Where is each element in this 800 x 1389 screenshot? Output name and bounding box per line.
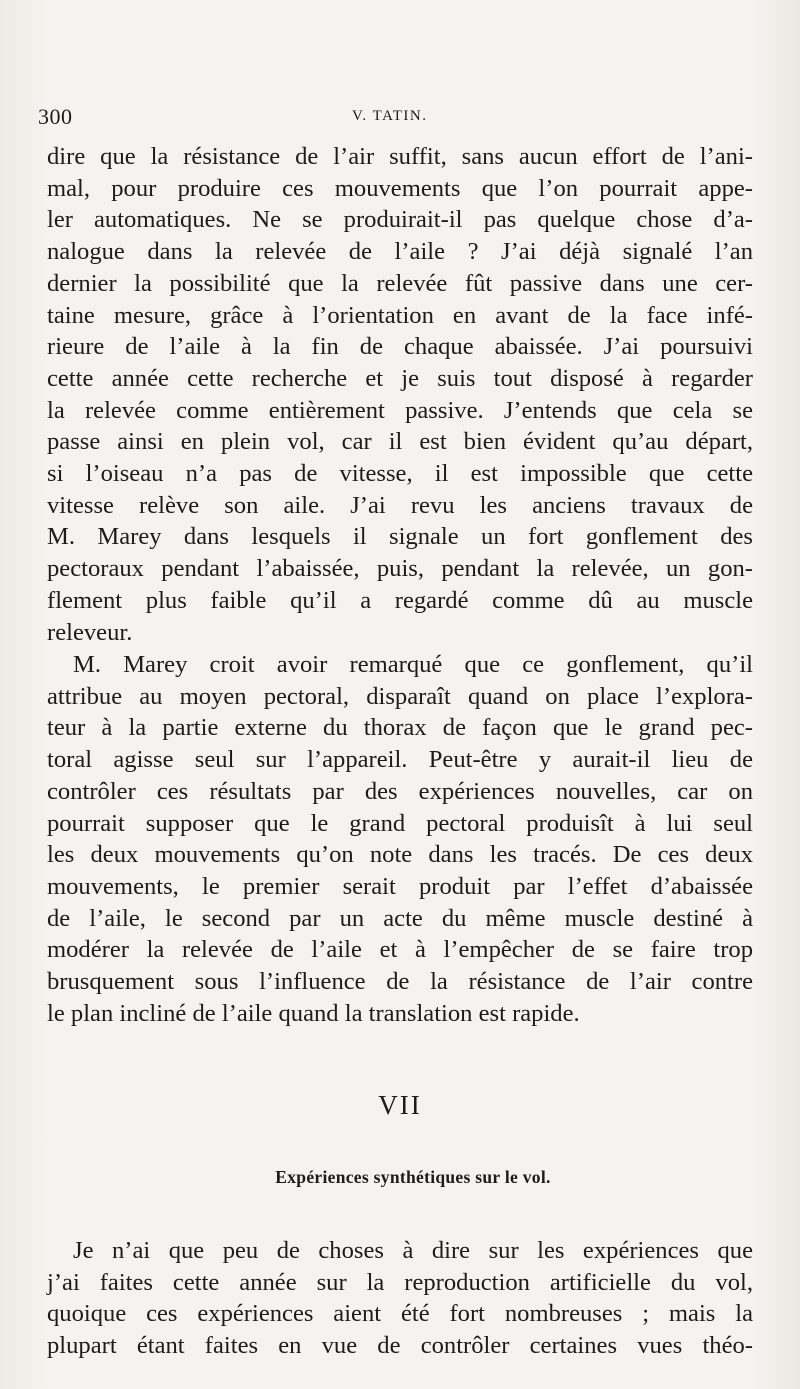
text-line: Je n’ai que peu de choses à dire sur les expériences que bbox=[73, 1237, 753, 1264]
text-line: ler automatiques. Ne se produirait-il pas quelque chose d’a- bbox=[47, 206, 753, 234]
text-line: le plan incliné de l’aile quand la translation est rapide. bbox=[47, 999, 580, 1027]
text-line: nalogue dans la relevée de l’aile ? J’ai déjà signalé l’an bbox=[47, 238, 753, 266]
text-line: de l’aile, le second par un acte du même muscle destiné à bbox=[47, 904, 753, 932]
text-line: dire que la résistance de l’air suffit, sans aucun effort de l’ani- bbox=[47, 143, 753, 170]
section-number: VII bbox=[378, 1090, 422, 1120]
text-line: modérer la relevée de l’aile et à l’empêcher de se faire trop bbox=[47, 936, 753, 964]
text-line: j’ai faites cette année sur la reproduction artificielle du vol, bbox=[47, 1268, 753, 1296]
text-line: brusquement sous l’influence de la résistance de l’air contre bbox=[47, 968, 753, 996]
text-line: mal, pour produire ces mouvements que l’on pourrait appe- bbox=[47, 174, 753, 202]
text-line: attribue au moyen pectoral, disparaît quand on place l’explora- bbox=[47, 682, 753, 710]
text-line: flement plus faible qu’il a regardé comme dû au muscle bbox=[47, 586, 753, 614]
text-line: teur à la partie externe du thorax de façon que le grand pec- bbox=[47, 714, 753, 742]
page-header bbox=[36, 104, 756, 134]
text-line: dernier la possibilité que la relevée fût passive dans une cer- bbox=[47, 269, 753, 297]
text-line: pourrait supposer que le grand pectoral produisît à lui seul bbox=[47, 809, 753, 837]
text-line: les deux mouvements qu’on note dans les tracés. De ces deux bbox=[47, 841, 753, 869]
text-line: M. Marey dans lesquels il signale un fort gonflement des bbox=[47, 523, 753, 551]
text-line: M. Marey croit avoir remarqué que ce gonflement, qu’il bbox=[73, 651, 753, 678]
text-line: plupart étant faites en vue de contrôler certaines vues théo- bbox=[47, 1332, 753, 1360]
text-line: contrôler ces résultats par des expériences nouvelles, car on bbox=[47, 777, 753, 805]
paragraph-2 bbox=[47, 649, 753, 1029]
text-line: quoique ces expériences aient été fort nombreuses ; mais la bbox=[47, 1300, 753, 1328]
text-line: si l’oiseau n’a pas de vitesse, il est impossible que cette bbox=[47, 460, 753, 488]
paragraph-3 bbox=[47, 1235, 753, 1362]
page-number: 300 bbox=[38, 104, 73, 129]
text-line: pectoraux pendant l’abaissée, puis, pendant la relevée, un gon- bbox=[47, 555, 753, 583]
text-line: cette année cette recherche et je suis tout disposé à regarder bbox=[47, 364, 753, 392]
text-line: releveur. bbox=[47, 618, 133, 646]
text-line: la relevée comme entièrement passive. J’entends que cela se bbox=[47, 396, 753, 424]
text-line: mouvements, le premier serait produit par l’effet d’abaissée bbox=[47, 872, 753, 900]
text-line: taine mesure, grâce à l’orientation en avant de la face infé- bbox=[47, 301, 753, 329]
text-line: vitesse relève son aile. J’ai revu les anciens travaux de bbox=[47, 491, 753, 519]
text-line: toral agisse seul sur l’appareil. Peut-être y aurait-il lieu de bbox=[47, 746, 753, 774]
text-line: passe ainsi en plein vol, car il est bien évident qu’au départ, bbox=[47, 428, 753, 456]
running-head: V. TATIN. bbox=[352, 108, 428, 124]
text-line: rieure de l’aile à la fin de chaque abaissée. J’ai poursuivi bbox=[47, 333, 753, 361]
section-title: Expériences synthétiques sur le vol. bbox=[275, 1167, 551, 1187]
paragraph-1 bbox=[47, 141, 753, 648]
